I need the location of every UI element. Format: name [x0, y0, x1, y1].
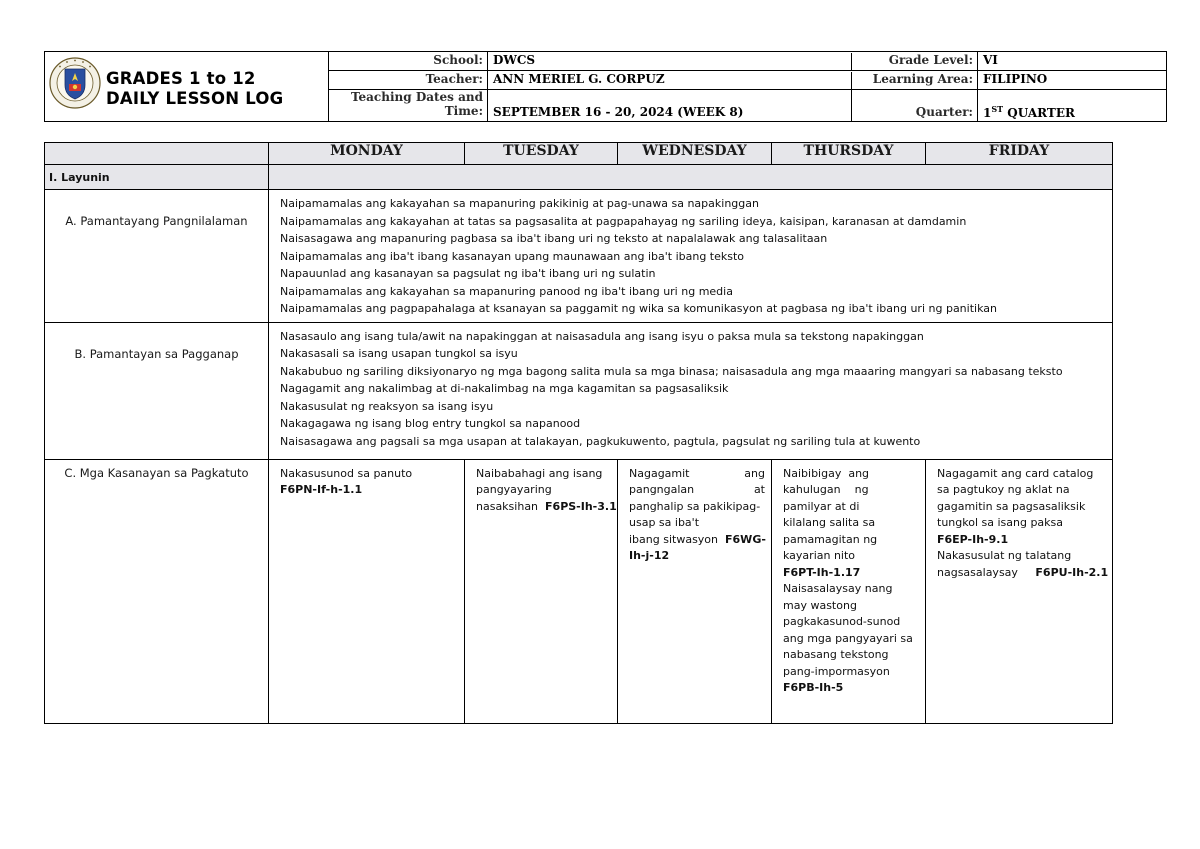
- wednesday-line: pangngalan: [629, 483, 695, 496]
- content-standard-line: Naipamamalas ang kakayahan sa mapanuring panood ng iba't ibang uri ng media: [280, 284, 733, 298]
- grade-value: VI: [977, 52, 1166, 70]
- wednesday-line: usap sa iba't: [629, 516, 700, 529]
- school-label: School:: [433, 53, 483, 67]
- performance-standard-line: Nakabubuo ng sariling diksiyonaryo ng mga bagong salita mula sa mga binasa; naisasadula ang mga maaaring mangyari sa nabasang teksto: [280, 364, 1063, 378]
- section-row: [45, 165, 1113, 190]
- header-logo-cell: [45, 52, 329, 121]
- dates-label-line1: Teaching Dates and: [350, 90, 483, 104]
- area-label: Learning Area:: [851, 72, 977, 89]
- monday-text: Nakasusunod sa panuto: [280, 466, 413, 480]
- friday-line: tungkol sa isang paksa: [937, 516, 1064, 529]
- day-header: FRIDAY: [926, 143, 1113, 165]
- performance-standard-line: Nakasusulat ng reaksyon sa isang isyu: [280, 399, 494, 413]
- content-standard-line: Naipamamalas ang kakayahan at tatas sa pagsasalita at pagpapahayag ng sariling ideya, kaisipan, karanasan at damdamin: [280, 214, 967, 228]
- thursday-code: F6PT-Ih-1.17: [783, 565, 861, 579]
- monday-competency: [269, 459, 465, 723]
- tuesday-code: F6PS-Ih-3.1: [545, 499, 617, 513]
- performance-standard-line: Naisasagawa ang pagsali sa mga usapan at talakayan, pagkukuwento, pagtula, pagsulat ng sariling tula at kuwento: [280, 434, 921, 448]
- day-header: WEDNESDAY: [618, 143, 772, 165]
- wednesday-competency: [618, 459, 772, 723]
- lesson-log-table: [44, 142, 1113, 724]
- quarter-suffix: ST: [991, 104, 1004, 114]
- school-value: DWCS: [487, 52, 851, 70]
- tuesday-line: Naibabahagi ang isang: [476, 466, 603, 480]
- wednesday-line: panghalip sa pakikipag-: [629, 499, 761, 513]
- log-title-line2: DAILY LESSON LOG: [106, 89, 284, 108]
- wednesday-line: ibang sitwasyon: [629, 532, 719, 546]
- monday-code: F6PN-If-h-1.1: [280, 483, 363, 496]
- thursday-line: pamilyar at di: [783, 499, 860, 513]
- content-standard-row: [45, 190, 1113, 323]
- performance-standard-line: Nasasaulo ang isang tula/awit na napakinggan at naisasadula ang isang isyu o paksa mula sa tekstong napakinggan: [280, 329, 924, 343]
- performance-standard-text: [269, 322, 1113, 459]
- competency-row: [45, 459, 1113, 723]
- section-title: I. Layunin: [45, 165, 269, 190]
- friday-line: Nakasusulat ng talatang: [937, 549, 1072, 562]
- quarter-word: QUARTER: [1003, 106, 1075, 120]
- wednesday-line: at: [753, 483, 765, 496]
- section-fill: [269, 165, 1113, 190]
- friday-line: nagsasalaysay: [937, 565, 1018, 579]
- content-standard-line: Naipamamalas ang iba't ibang kasanayan upang maunawaan ang iba't ibang teksto: [280, 249, 745, 263]
- tuesday-competency: [465, 459, 618, 723]
- thursday-line: kahulugan: [783, 483, 841, 496]
- thursday-line: ng: [854, 483, 869, 496]
- quarter-number: 1: [983, 106, 992, 120]
- day-header: MONDAY: [269, 143, 465, 165]
- log-title: [106, 69, 283, 109]
- wednesday-line: Nagagamit: [629, 466, 690, 480]
- log-title-line1: GRADES 1 to 12: [106, 69, 256, 88]
- thursday-line: may wastong: [783, 598, 857, 612]
- thursday-line: pamamagitan ng: [783, 532, 878, 546]
- quarter-value: [977, 89, 1166, 121]
- content-standard-line: Napauunlad ang kasanayan sa pagsulat ng iba't ibang uri ng sulatin: [280, 267, 656, 280]
- quarter-label: Quarter:: [851, 90, 977, 121]
- thursday-line: Naisasalaysay nang: [783, 582, 893, 595]
- tuesday-line: pangyayaring: [476, 483, 552, 496]
- area-value: FILIPINO: [977, 71, 1166, 89]
- performance-standard-line: Nakagagawa ng isang blog entry tungkol sa napanood: [280, 417, 581, 430]
- day-header: TUESDAY: [465, 143, 618, 165]
- content-standard-label: A. Pamantayang Pangnilalaman: [45, 190, 269, 323]
- header-divider: [329, 89, 1166, 90]
- thursday-line: Naibibigay: [783, 466, 842, 480]
- thursday-line: ang mga pangyayari sa: [783, 631, 913, 645]
- content-standard-line: Naipamamalas ang kakayahan sa mapanuring pakikinig at pag-unawa sa napakinggan: [280, 197, 759, 210]
- thursday-code: F6PB-Ih-5: [783, 681, 844, 694]
- thursday-line: kilalang salita sa: [783, 516, 876, 529]
- thursday-line: pang-impormasyon: [783, 664, 890, 678]
- friday-code: F6PU-Ih-2.1: [1035, 565, 1109, 579]
- dates-label: [329, 90, 487, 121]
- performance-standard-label: B. Pamantayan sa Pagganap: [45, 322, 269, 459]
- thursday-competency: [772, 459, 926, 723]
- friday-line: Nagagamit ang card catalog: [937, 466, 1094, 480]
- dates-value: SEPTEMBER 16 - 20, 2024 (WEEK 8): [487, 89, 851, 121]
- thursday-line: ang: [848, 466, 870, 480]
- thursday-line: kayarian nito: [783, 549, 856, 562]
- day-header-row: [45, 143, 1113, 165]
- teacher-value: ANN MERIEL G. CORPUZ: [487, 71, 851, 89]
- performance-standard-line: Nagagamit ang nakalimbag at di-nakalimbag na mga kagamitan sa pagsasaliksik: [280, 382, 729, 395]
- friday-line: sa pagtukoy ng aklat na: [937, 483, 1070, 496]
- deped-seal-icon: [49, 57, 101, 109]
- wednesday-code: Ih-j-12: [629, 549, 670, 562]
- content-standard-line: Naisasagawa ang mapanuring pagbasa sa iba't ibang uri ng teksto at napalalawak ang talasalitaan: [280, 232, 828, 245]
- friday-code: F6EP-Ih-9.1: [937, 532, 1009, 546]
- friday-competency: [926, 459, 1113, 723]
- thursday-line: nabasang tekstong: [783, 648, 889, 661]
- corner-cell: [45, 143, 269, 165]
- friday-line: gagamitin sa pagsasaliksik: [937, 499, 1086, 513]
- day-header: THURSDAY: [772, 143, 926, 165]
- teacher-label: Teacher:: [425, 72, 483, 86]
- header-block: [44, 51, 1167, 122]
- tuesday-line: nasaksihan: [476, 499, 539, 513]
- dates-label-line2: Time:: [444, 104, 483, 118]
- header-divider: [329, 70, 1166, 71]
- grade-label: Grade Level:: [851, 53, 977, 70]
- wednesday-line: ang: [744, 466, 765, 480]
- competency-label: C. Mga Kasanayan sa Pagkatuto: [45, 459, 269, 723]
- wednesday-code: F6WG-: [725, 532, 766, 546]
- content-standard-text: [269, 190, 1113, 323]
- performance-standard-row: [45, 322, 1113, 459]
- thursday-line: pagkakasunod-sunod: [783, 615, 901, 628]
- content-standard-line: Naipamamalas ang pagpapahalaga at ksanayan sa paggamit ng wika sa komunikasyon at pagbasa ng iba't ibang uri ng panitikan: [280, 302, 997, 315]
- performance-standard-line: Nakasasali sa isang usapan tungkol sa isyu: [280, 347, 518, 360]
